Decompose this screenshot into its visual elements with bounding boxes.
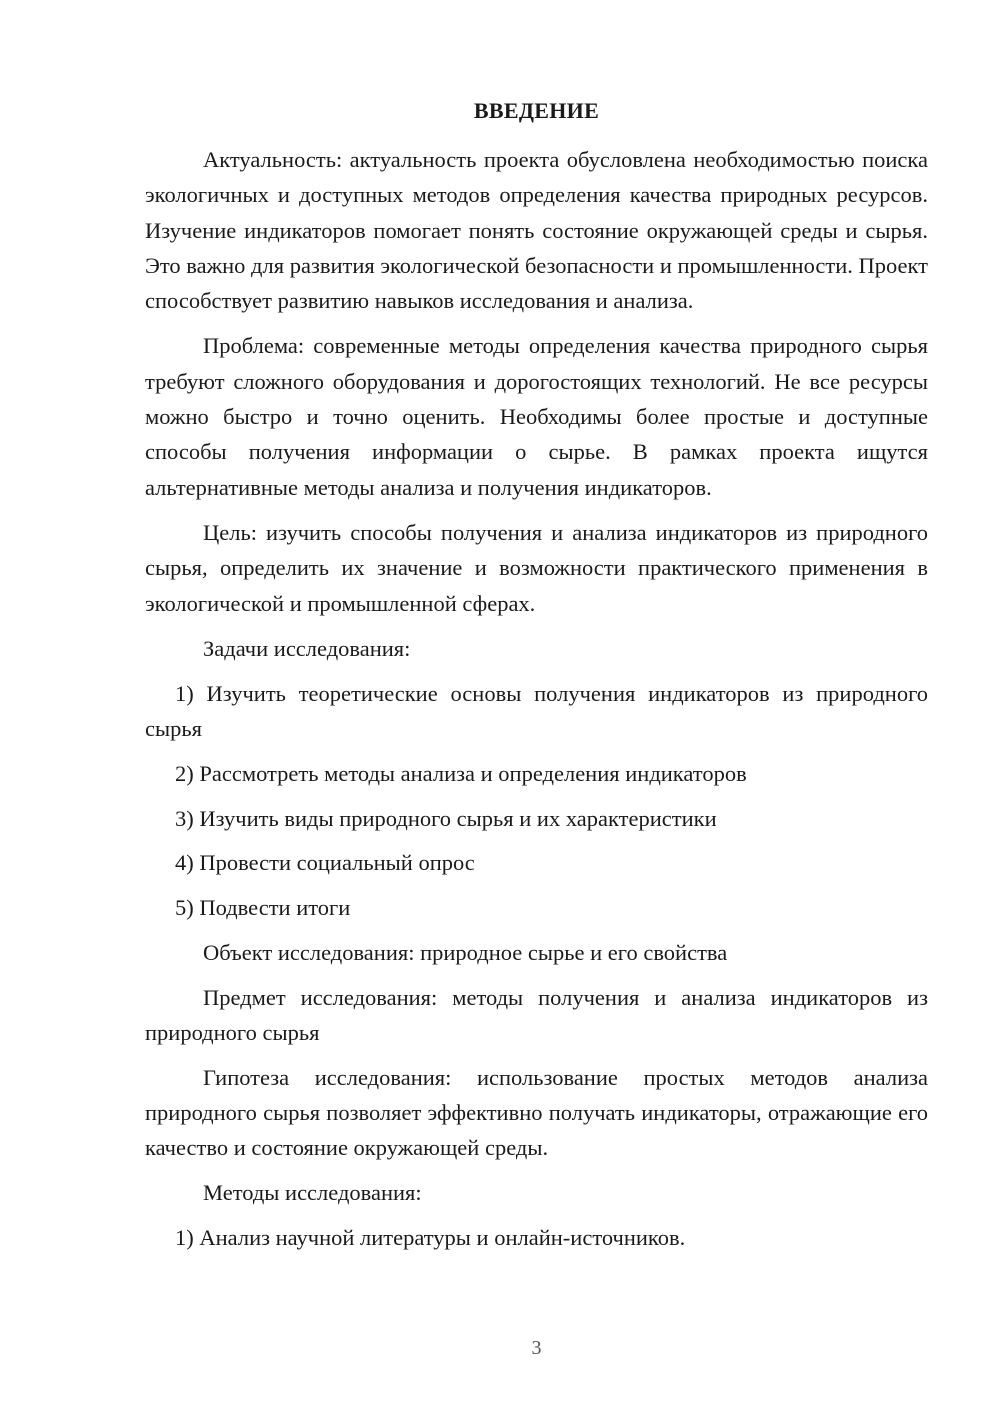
task-item: 1) Изучить теоретические основы получения индикаторов из природного сырья [145, 680, 928, 741]
paragraph-object: Объект исследования: природное сырье и его свойства [203, 939, 728, 965]
method-item: 1) Анализ научной литературы и онлайн-источников. [175, 1225, 686, 1251]
paragraph-relevance: Актуальность: актуальность проекта обусловлена необходимостью поиска экологичных и доступных методов определения качества природных ресурсов. Изучение индикаторов помогает понять состояние окружающей среды и сырья. Это важно для развития экологической безопасности и промышленности. Проект способствует развитию навыков исследования и анализа. [145, 147, 928, 314]
page-title: ВВЕДЕНИЕ [473, 98, 600, 123]
paragraph-hypothesis: Гипотеза исследования: использование простых методов анализа природного сырья позволяет эффективно получать индикаторы, отражающие его качество и состояние окружающей среды. [145, 1064, 928, 1161]
page-number: 3 [531, 1337, 542, 1359]
task-item: 3) Изучить виды природного сырья и их характеристики [175, 805, 717, 831]
paragraph-subject: Предмет исследования: методы получения и анализа индикаторов из природного сырья [145, 984, 928, 1046]
task-item: 5) Подвести итоги [175, 895, 351, 921]
paragraph-problem: Проблема: современные методы определения качества природного сырья требуют сложного оборудования и дорогостоящих технологий. Не все ресурсы можно быстро и точно оценить. Необходимы более простые и доступные способы получения информации о сырье. В рамках проекта ищутся альтернативные методы анализа и получения индикаторов. [145, 333, 928, 500]
document-body [145, 142, 928, 1255]
document-page [145, 0, 928, 1414]
methods-heading: Методы исследования: [203, 1180, 422, 1206]
task-item: 4) Провести социальный опрос [175, 850, 475, 876]
tasks-heading: Задачи исследования: [203, 635, 411, 661]
paragraph-goal: Цель: изучить способы получения и анализа индикаторов из природного сырья, определить их значение и возможности практического применения в экологической и промышленной сферах. [145, 519, 928, 616]
task-item: 2) Рассмотреть методы анализа и определения индикаторов [175, 760, 747, 786]
